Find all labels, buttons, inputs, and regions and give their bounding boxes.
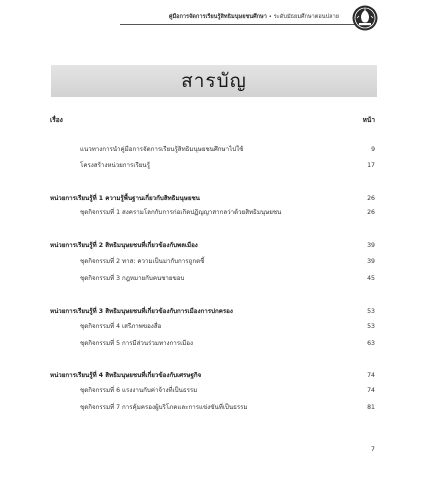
toc-entry[interactable] [50, 161, 375, 171]
toc-entry-page: 39 [367, 258, 375, 265]
toc-entry-page: 39 [367, 242, 375, 249]
toc-entry-label: แนวทางการนำคู่มือการจัดการเรียนรู้สิทธิมนุษยชนศึกษาไปใช้ [80, 146, 244, 153]
toc-unit-label: หน่วยการเรียนรู้ที่ 3 สิทธิมนุษยชนที่เกี่ยวข้องกับการเมืองการปกครอง [50, 308, 233, 315]
toc-entry[interactable] [50, 208, 375, 218]
topic-column-heading: เรื่อง [50, 116, 63, 124]
page-title: สารบัญ [181, 70, 247, 92]
header-text [169, 13, 339, 21]
header-rule [120, 24, 369, 25]
toc-unit-entry[interactable] [50, 371, 375, 381]
toc-entry-page: 17 [367, 162, 375, 169]
toc-entry-page: 81 [367, 404, 375, 411]
toc-entry[interactable] [50, 274, 375, 284]
toc-unit-entry[interactable] [50, 194, 375, 204]
toc-entry-label: ชุดกิจกรรมที่ 2 ทาส: ความเป็นมากับการถูกตชี้ [80, 258, 205, 265]
toc-entry[interactable] [50, 322, 375, 332]
toc-entry-page: 45 [367, 275, 375, 282]
toc-entry[interactable] [50, 386, 375, 396]
toc-entry-label: ชุดกิจกรรมที่ 1 สงครามโลกกับการก่อเกิดปฏิญญาสากลว่าด้วยสิทธิมนุษยชน [80, 209, 282, 216]
title-banner [51, 65, 377, 97]
toc-entry-page: 63 [367, 340, 375, 347]
education-emblem-icon [351, 4, 379, 32]
toc-entry[interactable] [50, 339, 375, 349]
toc-entry-label: ชุดกิจกรรมที่ 5 การมีส่วนร่วมทางการเมือง [80, 340, 194, 347]
toc-unit-label: หน่วยการเรียนรู้ที่ 1 ความรู้พื้นฐานเกี่ยวกับสิทธิมนุษยชน [50, 195, 200, 202]
toc-entry-page: 26 [367, 209, 375, 216]
toc-entry-page: 26 [367, 195, 375, 202]
toc-entry[interactable] [50, 403, 375, 413]
toc-entry-page: 74 [367, 372, 375, 379]
toc-entry[interactable] [50, 257, 375, 267]
toc-unit-entry[interactable] [50, 307, 375, 317]
toc-entry-page: 53 [367, 323, 375, 330]
toc-entry-label: ชุดกิจกรรมที่ 4 เสรีภาพของสื่อ [80, 323, 162, 330]
toc-entry-page: 74 [367, 387, 375, 394]
toc-entry-label: โครงสร้างหน่วยการเรียนรู้ [80, 162, 150, 169]
page-column-heading: หน้า [362, 116, 375, 124]
header-separator: • [268, 14, 272, 20]
running-header [0, 0, 427, 40]
toc-unit-label: หน่วยการเรียนรู้ที่ 4 สิทธิมนุษยชนที่เกี่ยวข้องกับเศรษฐกิจ [50, 372, 202, 379]
toc-unit-entry[interactable] [50, 241, 375, 251]
toc-entry-page: 9 [371, 146, 375, 153]
toc-entry-page: 53 [367, 308, 375, 315]
page-number: 7 [370, 445, 375, 453]
toc-entry[interactable] [50, 145, 375, 155]
toc-entry-label: ชุดกิจกรรมที่ 7 การคุ้มครองผู้บริโภคและการแข่งขันที่เป็นธรรม [80, 404, 248, 411]
toc-entry-label: ชุดกิจกรรมที่ 3 กฎหมายกับคนชายขอบ [80, 275, 185, 282]
toc-unit-label: หน่วยการเรียนรู้ที่ 2 สิทธิมนุษยชนที่เกี่ยวข้องกับพลเมือง [50, 242, 198, 249]
header-title: คู่มือการจัดการเรียนรู้สิทธิมนุษยชนศึกษา [168, 14, 267, 20]
header-level: ระดับมัธยมศึกษาตอนปลาย [273, 14, 339, 20]
toc-entry-label: ชุดกิจกรรมที่ 6 แรงงานกับค่าจ้างที่เป็นธรรม [80, 387, 198, 394]
